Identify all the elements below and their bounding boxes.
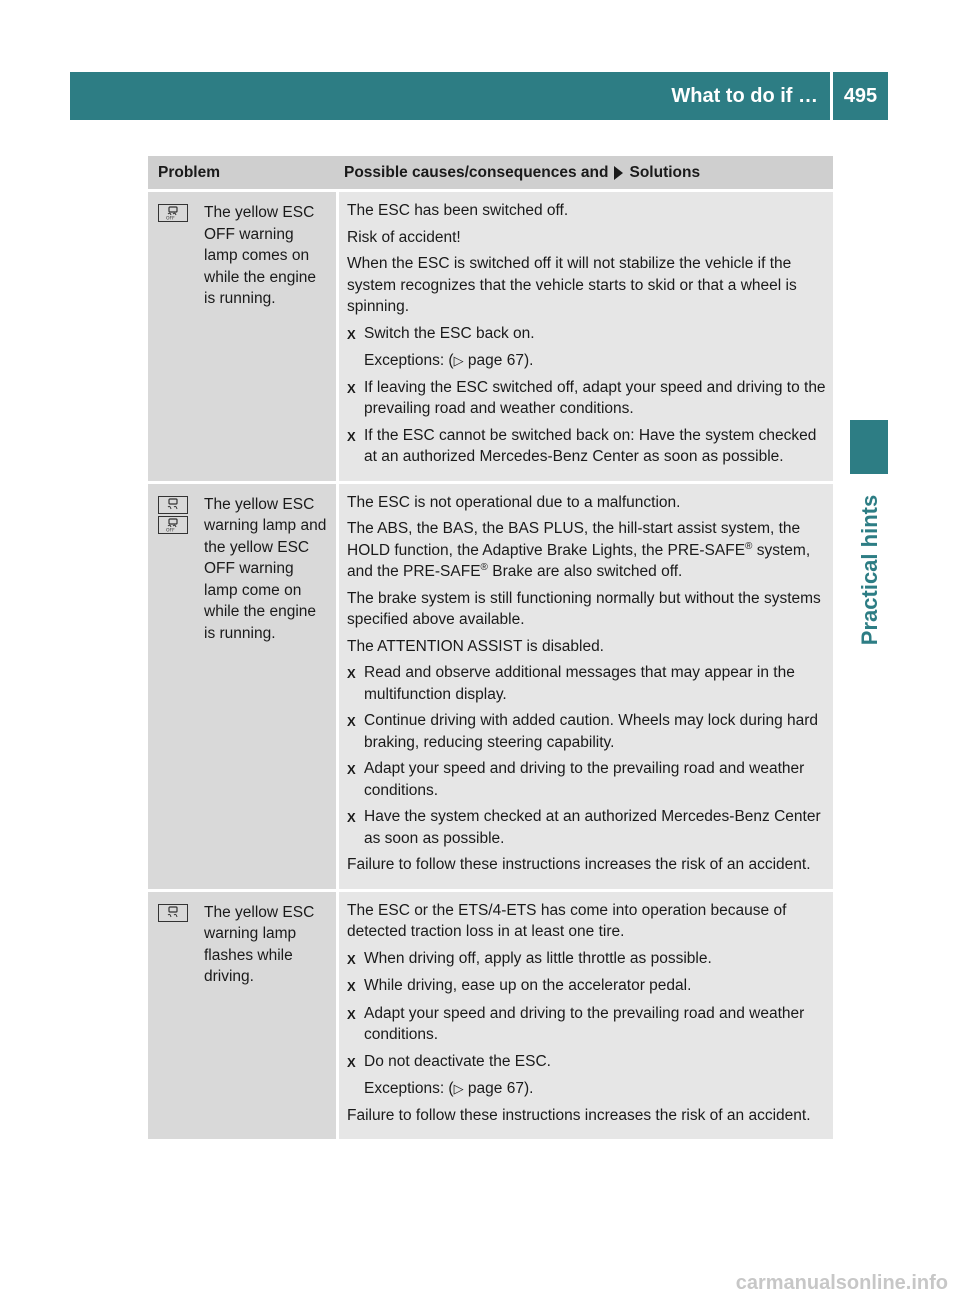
list-item: X Continue driving with added caution. Wheels may lock during hard braking, reducing steering capability. (347, 710, 827, 753)
exception-text: Exceptions: (▷ page 67). (364, 1080, 534, 1097)
svg-text:OFF: OFF (166, 528, 175, 532)
side-tab-label: Practical hints (857, 494, 883, 646)
page-ref-icon: ▷ (453, 353, 464, 368)
bullet-x-icon: X (347, 428, 356, 444)
cause-text: The ESC or the ETS/4-ETS has come into operation because of detected traction loss in at least one tire. (347, 901, 787, 940)
info-text: The brake system is still functioning normally but without the systems specified above available. (347, 589, 821, 628)
info-text: The ATTENTION ASSIST is disabled. (347, 637, 604, 655)
header-solutions-label-2: Solutions (629, 163, 701, 181)
svg-text:OFF: OFF (166, 216, 175, 220)
list-item: X If leaving the ESC switched off, adapt your speed and driving to the prevailing road and weather conditions. (347, 377, 827, 420)
bullet-x-icon: X (347, 762, 356, 777)
list-item: X While driving, ease up on the accelerator pedal. (347, 975, 827, 998)
page-ref-icon: ▷ (453, 1081, 464, 1096)
esc-off-warning-icon (158, 516, 188, 534)
table-row (148, 892, 833, 1140)
list-item: X Do not deactivate the ESC. (347, 1051, 827, 1074)
section-title: What to do if … (671, 84, 818, 107)
bullet-x-icon: X (347, 979, 356, 994)
watermark: carmanualsonline.info (735, 1271, 948, 1294)
bullet-x-icon: X (347, 666, 356, 681)
bullet-x-icon: X (347, 326, 356, 342)
list-item: X If the ESC cannot be switched back on: Have the system checked at an authorized Mercedes-Benz Center as soon as possible. (347, 425, 827, 468)
header-problem: Problem (158, 163, 221, 181)
esc-off-warning-icon (158, 204, 188, 222)
cause-text: The ESC has been switched off. (347, 202, 569, 219)
problem-cell (148, 192, 336, 481)
warning-text: Failure to follow these instructions increases the risk of an accident. (347, 856, 811, 873)
solution-cell (339, 192, 833, 481)
header-solutions-label: Possible causes/consequences and (344, 163, 609, 181)
problem-cell (148, 892, 336, 1140)
esc-warning-icon (158, 496, 188, 514)
bullet-x-icon: X (347, 1054, 356, 1070)
problem-text: The yellow ESC warning lamp and the yellow ESC OFF warning lamp come on while the engine is running. (204, 495, 327, 642)
list-item: X Adapt your speed and driving to the prevailing road and weather conditions. (347, 758, 827, 801)
consequence-text: The ABS, the BAS, the BAS PLUS, the hill-start assist system, the HOLD function, the Adaptive Brake Lights, the PRE-SAFE® system, and the PRE-SAFE® Brake are also switched off. (347, 520, 811, 580)
warning-text: Failure to follow these instructions increases the risk of an accident. (347, 1106, 811, 1124)
bullet-x-icon: X (347, 1006, 356, 1022)
page-header (70, 72, 888, 120)
bullet-x-icon: X (347, 951, 356, 967)
consequence-text: When the ESC is switched off it will not stabilize the vehicle if the system recognizes that the vehicle starts to skid or that a wheel is spinning. (347, 255, 797, 315)
bullet-x-icon: X (347, 810, 356, 825)
page-number: 495 (843, 84, 878, 107)
table-row (148, 484, 833, 889)
warning-text: Risk of accident! (347, 228, 461, 246)
esc-warning-icon (158, 904, 188, 922)
solution-cell (339, 484, 833, 889)
list-item: X Have the system checked at an authorized Mercedes-Benz Center as soon as possible. (347, 806, 827, 849)
cause-text: The ESC is not operational due to a malfunction. (347, 493, 681, 511)
list-item: X When driving off, apply as little throttle as possible. (347, 948, 827, 971)
play-arrow-icon (614, 166, 623, 180)
list-item: X Read and observe additional messages that may appear in the multifunction display. (347, 662, 827, 705)
exception-text: Exceptions: (▷ page 67). (364, 352, 534, 369)
table-header (148, 156, 833, 189)
bullet-x-icon: X (347, 380, 356, 396)
problem-text: The yellow ESC warning lamp flashes while driving. (204, 903, 315, 985)
problem-text: The yellow ESC OFF warning lamp comes on while the engine is running. (204, 204, 317, 307)
bullet-x-icon: X (347, 714, 356, 729)
table-row (148, 192, 833, 481)
list-item: X Adapt your speed and driving to the prevailing road and weather conditions. (347, 1003, 827, 1046)
list-item: X Switch the ESC back on. (347, 323, 827, 346)
problem-cell (148, 484, 336, 889)
side-tab (852, 485, 888, 655)
header-solutions (336, 164, 833, 182)
solution-cell (339, 892, 833, 1140)
problem-solution-table (148, 156, 833, 1139)
side-tab-block (850, 420, 888, 474)
